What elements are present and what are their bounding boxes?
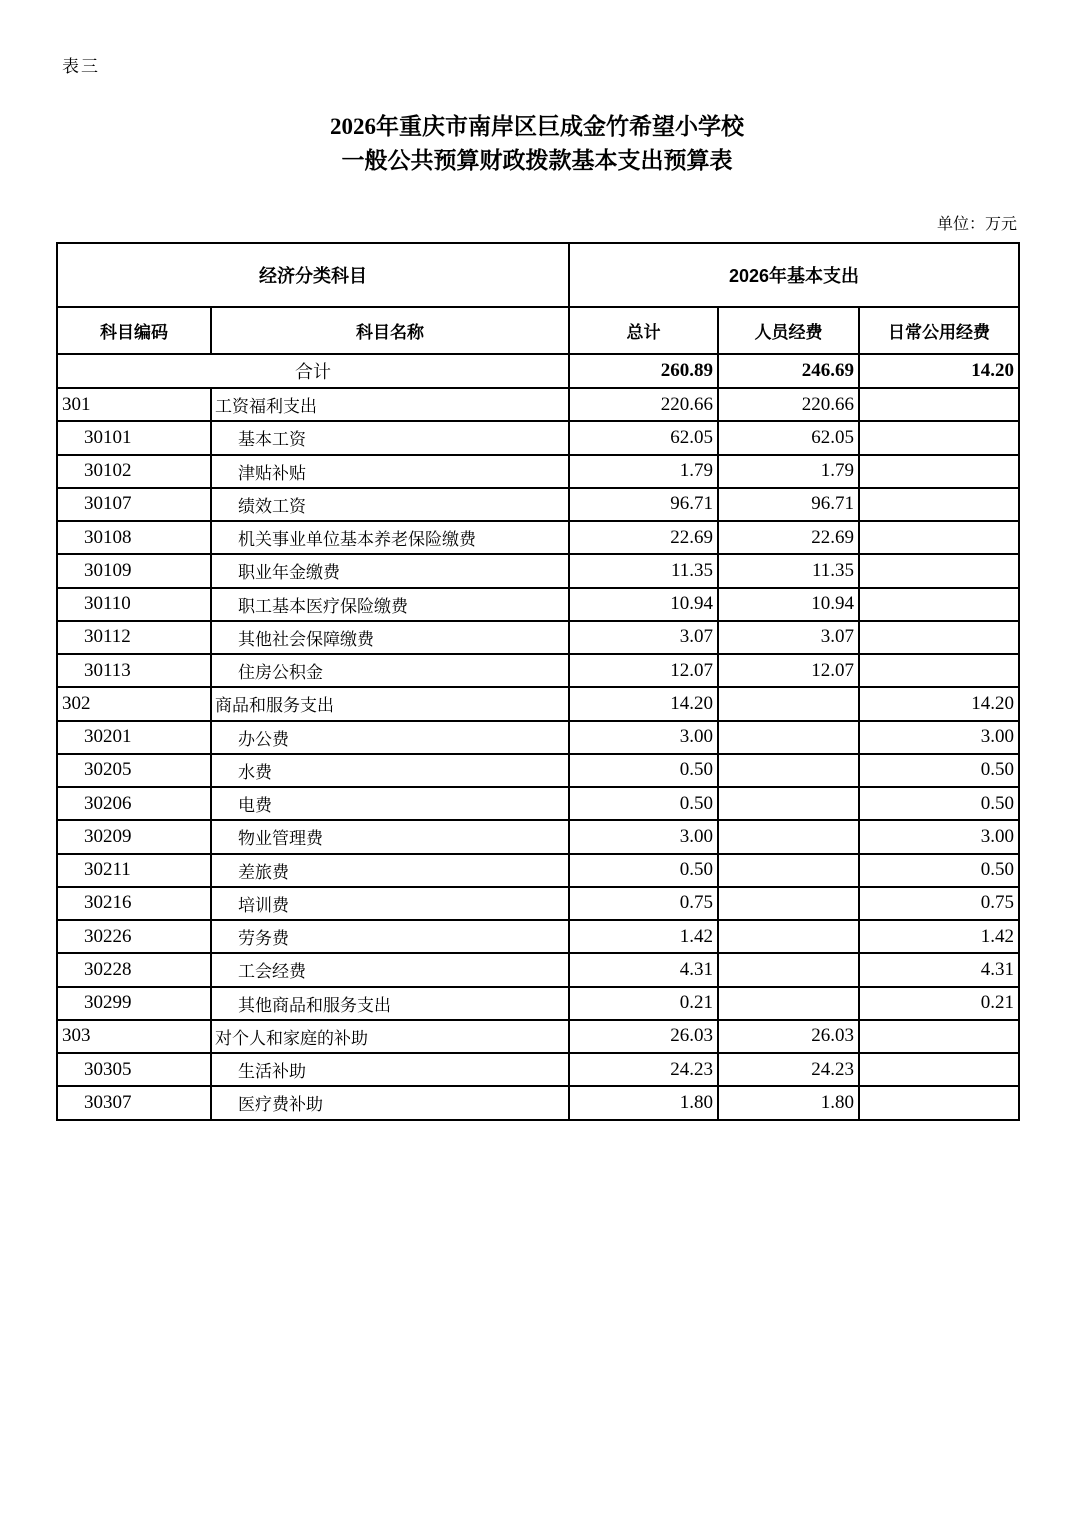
title-line-2: 一般公共预算财政拨款基本支出预算表 bbox=[341, 148, 733, 173]
subject-name: 培训费 bbox=[211, 887, 569, 920]
personnel-value: 1.79 bbox=[718, 455, 859, 488]
table-row bbox=[57, 421, 1019, 454]
personnel-value bbox=[718, 721, 859, 754]
personnel-value bbox=[718, 820, 859, 853]
table-row bbox=[57, 820, 1019, 853]
personnel-value: 12.07 bbox=[718, 654, 859, 687]
subject-code: 30216 bbox=[57, 887, 211, 920]
personnel-value bbox=[718, 887, 859, 920]
subject-name: 办公费 bbox=[211, 721, 569, 754]
subject-code: 30112 bbox=[57, 621, 211, 654]
subject-code: 30228 bbox=[57, 953, 211, 986]
subject-code: 303 bbox=[57, 1020, 211, 1053]
daily-value: 0.50 bbox=[859, 754, 1019, 787]
table-row bbox=[57, 887, 1019, 920]
personnel-value: 96.71 bbox=[718, 488, 859, 521]
daily-value bbox=[859, 521, 1019, 554]
total-value: 0.75 bbox=[569, 887, 718, 920]
total-value: 1.42 bbox=[569, 920, 718, 953]
subject-code: 30305 bbox=[57, 1053, 211, 1086]
personnel-value: 10.94 bbox=[718, 588, 859, 621]
subject-code: 30307 bbox=[57, 1086, 211, 1119]
personnel-value: 1.80 bbox=[718, 1086, 859, 1119]
table-row bbox=[57, 554, 1019, 587]
table-row bbox=[57, 721, 1019, 754]
table-row bbox=[57, 1053, 1019, 1086]
subject-code: 30109 bbox=[57, 554, 211, 587]
total-value: 220.66 bbox=[569, 388, 718, 421]
daily-value bbox=[859, 455, 1019, 488]
subject-name: 医疗费补助 bbox=[211, 1086, 569, 1119]
subject-name: 津贴补贴 bbox=[211, 455, 569, 488]
group-header-basic-expenditure: 2026年基本支出 bbox=[569, 243, 1019, 307]
total-value: 12.07 bbox=[569, 654, 718, 687]
personnel-value: 26.03 bbox=[718, 1020, 859, 1053]
subject-name: 机关事业单位基本养老保险缴费 bbox=[211, 521, 569, 554]
document-title bbox=[0, 110, 1074, 178]
subject-code: 30113 bbox=[57, 654, 211, 687]
total-value: 3.00 bbox=[569, 820, 718, 853]
subject-code: 30226 bbox=[57, 920, 211, 953]
daily-value: 3.00 bbox=[859, 721, 1019, 754]
daily-value: 14.20 bbox=[859, 687, 1019, 720]
subject-code: 30101 bbox=[57, 421, 211, 454]
total-value: 0.21 bbox=[569, 987, 718, 1020]
subject-code: 30110 bbox=[57, 588, 211, 621]
total-value: 4.31 bbox=[569, 953, 718, 986]
unit-note: 单位：万元 bbox=[936, 216, 1017, 233]
subject-code: 30108 bbox=[57, 521, 211, 554]
group-header-row bbox=[57, 243, 1019, 307]
table-row bbox=[57, 787, 1019, 820]
total-value: 0.50 bbox=[569, 754, 718, 787]
daily-value: 0.50 bbox=[859, 787, 1019, 820]
personnel-value: 220.66 bbox=[718, 388, 859, 421]
column-header-name: 科目名称 bbox=[211, 307, 569, 354]
daily-value bbox=[859, 621, 1019, 654]
subject-name: 差旅费 bbox=[211, 854, 569, 887]
subject-name: 生活补助 bbox=[211, 1053, 569, 1086]
daily-value bbox=[859, 421, 1019, 454]
subject-code: 30205 bbox=[57, 754, 211, 787]
table-row bbox=[57, 854, 1019, 887]
total-value: 24.23 bbox=[569, 1053, 718, 1086]
personnel-value bbox=[718, 687, 859, 720]
subject-code: 30107 bbox=[57, 488, 211, 521]
daily-value: 0.21 bbox=[859, 987, 1019, 1020]
column-header-row bbox=[57, 307, 1019, 354]
table-row bbox=[57, 920, 1019, 953]
total-row-personnel-value: 246.69 bbox=[718, 354, 859, 388]
subject-name: 住房公积金 bbox=[211, 654, 569, 687]
total-row-total-value: 260.89 bbox=[569, 354, 718, 388]
title-line-1: 2026年重庆市南岸区巨成金竹希望小学校 bbox=[330, 114, 744, 139]
subject-name: 职工基本医疗保险缴费 bbox=[211, 588, 569, 621]
table-row bbox=[57, 1086, 1019, 1119]
daily-value: 0.50 bbox=[859, 854, 1019, 887]
subject-code: 30102 bbox=[57, 455, 211, 488]
table-row bbox=[57, 1020, 1019, 1053]
personnel-value bbox=[718, 953, 859, 986]
daily-value: 1.42 bbox=[859, 920, 1019, 953]
daily-value: 4.31 bbox=[859, 953, 1019, 986]
total-value: 96.71 bbox=[569, 488, 718, 521]
subject-code: 30201 bbox=[57, 721, 211, 754]
group-header-economic-classification: 经济分类科目 bbox=[57, 243, 569, 307]
total-value: 11.35 bbox=[569, 554, 718, 587]
total-value: 1.79 bbox=[569, 455, 718, 488]
table-row bbox=[57, 588, 1019, 621]
table-row bbox=[57, 754, 1019, 787]
subject-name: 对个人和家庭的补助 bbox=[211, 1020, 569, 1053]
daily-value bbox=[859, 1053, 1019, 1086]
total-row-daily-value: 14.20 bbox=[859, 354, 1019, 388]
subject-name: 劳务费 bbox=[211, 920, 569, 953]
budget-table-body bbox=[57, 243, 1019, 1120]
total-value: 10.94 bbox=[569, 588, 718, 621]
subject-name: 电费 bbox=[211, 787, 569, 820]
subject-name: 物业管理费 bbox=[211, 820, 569, 853]
daily-value bbox=[859, 588, 1019, 621]
table-row bbox=[57, 953, 1019, 986]
daily-value bbox=[859, 1020, 1019, 1053]
column-header-total: 总计 bbox=[569, 307, 718, 354]
table-row bbox=[57, 621, 1019, 654]
personnel-value: 62.05 bbox=[718, 421, 859, 454]
total-row-label: 合计 bbox=[57, 354, 569, 388]
subject-name: 水费 bbox=[211, 754, 569, 787]
column-header-personnel: 人员经费 bbox=[718, 307, 859, 354]
daily-value bbox=[859, 1086, 1019, 1119]
subject-name: 绩效工资 bbox=[211, 488, 569, 521]
total-value: 3.00 bbox=[569, 721, 718, 754]
daily-value bbox=[859, 488, 1019, 521]
table-row bbox=[57, 488, 1019, 521]
subject-name: 职业年金缴费 bbox=[211, 554, 569, 587]
personnel-value bbox=[718, 987, 859, 1020]
subject-name: 工会经费 bbox=[211, 953, 569, 986]
table-row bbox=[57, 987, 1019, 1020]
table-row bbox=[57, 654, 1019, 687]
subject-code: 30206 bbox=[57, 787, 211, 820]
subject-code: 301 bbox=[57, 388, 211, 421]
subject-code: 302 bbox=[57, 687, 211, 720]
personnel-value bbox=[718, 854, 859, 887]
total-value: 0.50 bbox=[569, 787, 718, 820]
subject-code: 30211 bbox=[57, 854, 211, 887]
table-row bbox=[57, 687, 1019, 720]
table-row bbox=[57, 455, 1019, 488]
subject-name: 其他社会保障缴费 bbox=[211, 621, 569, 654]
total-row bbox=[57, 354, 1019, 388]
total-value: 26.03 bbox=[569, 1020, 718, 1053]
total-value: 0.50 bbox=[569, 854, 718, 887]
subject-name: 其他商品和服务支出 bbox=[211, 987, 569, 1020]
personnel-value bbox=[718, 920, 859, 953]
personnel-value: 24.23 bbox=[718, 1053, 859, 1086]
table-number-label: 表三 bbox=[62, 57, 100, 76]
subject-name: 商品和服务支出 bbox=[211, 687, 569, 720]
column-header-daily: 日常公用经费 bbox=[859, 307, 1019, 354]
daily-value bbox=[859, 554, 1019, 587]
personnel-value bbox=[718, 787, 859, 820]
total-value: 62.05 bbox=[569, 421, 718, 454]
personnel-value bbox=[718, 754, 859, 787]
subject-code: 30209 bbox=[57, 820, 211, 853]
total-value: 3.07 bbox=[569, 621, 718, 654]
daily-value: 3.00 bbox=[859, 820, 1019, 853]
total-value: 22.69 bbox=[569, 521, 718, 554]
table-row bbox=[57, 521, 1019, 554]
daily-value bbox=[859, 388, 1019, 421]
total-value: 1.80 bbox=[569, 1086, 718, 1119]
subject-name: 工资福利支出 bbox=[211, 388, 569, 421]
column-header-code: 科目编码 bbox=[57, 307, 211, 354]
subject-name: 基本工资 bbox=[211, 421, 569, 454]
personnel-value: 11.35 bbox=[718, 554, 859, 587]
daily-value bbox=[859, 654, 1019, 687]
personnel-value: 22.69 bbox=[718, 521, 859, 554]
budget-table-container bbox=[56, 242, 1020, 1121]
table-row bbox=[57, 388, 1019, 421]
total-value: 14.20 bbox=[569, 687, 718, 720]
budget-table bbox=[56, 242, 1020, 1121]
personnel-value: 3.07 bbox=[718, 621, 859, 654]
subject-code: 30299 bbox=[57, 987, 211, 1020]
daily-value: 0.75 bbox=[859, 887, 1019, 920]
